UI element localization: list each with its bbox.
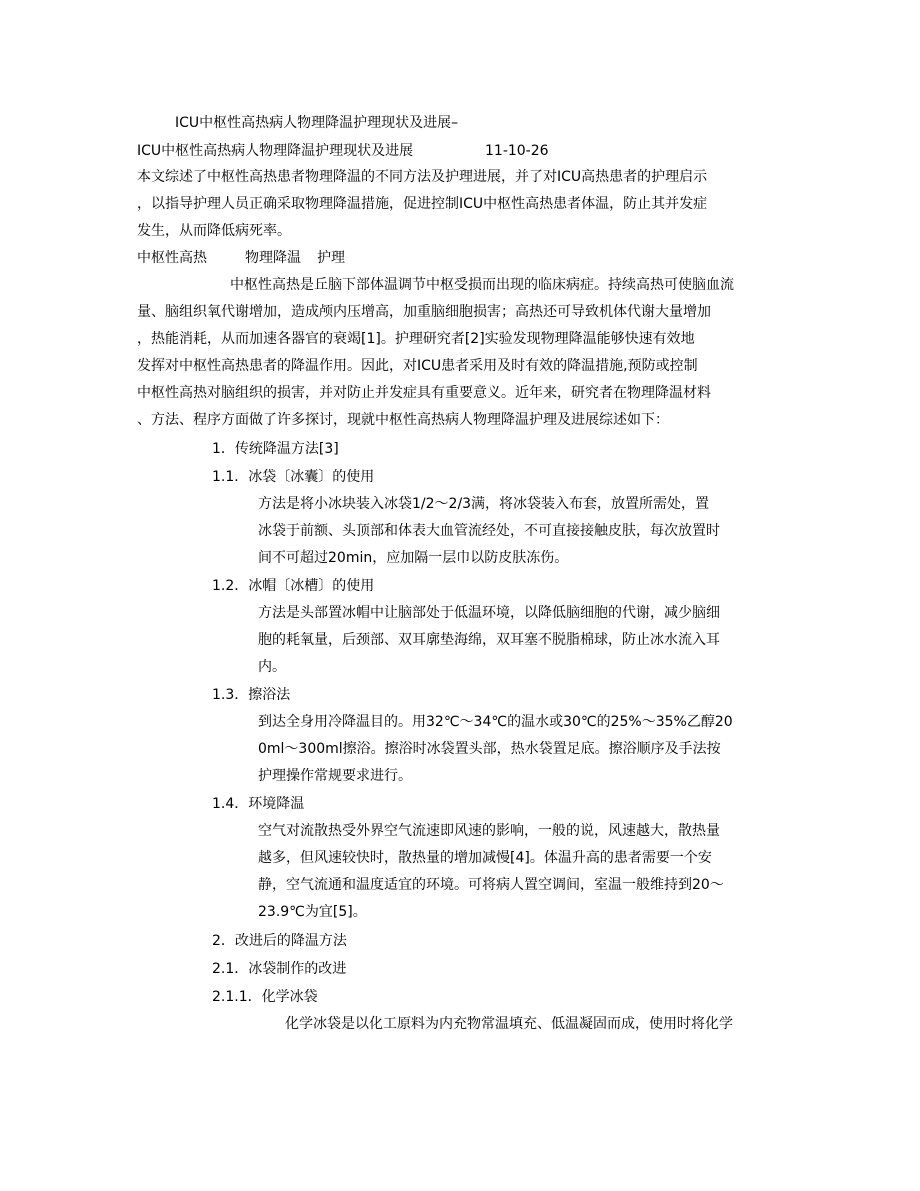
keywords xyxy=(137,248,437,268)
intro-line: ，热能消耗，从而加速各器官的衰竭[1]。护理研究者[2]实验发现物理降温能够快速有效地 xyxy=(137,331,695,347)
section-text-line: 越多，但风速较快时，散热量的增加减慢[4]。体温升高的患者需要一个安 xyxy=(258,850,712,866)
subtitle-text: ICU中枢性高热病人物理降温护理现状及进展 xyxy=(137,143,414,159)
section-text-line: 胞的耗氧量，后颈部、双耳廓垫海绵，双耳塞不脱脂棉球，防止冰水流入耳 xyxy=(258,632,720,648)
section-text-line: 化学冰袋是以化工原料为内充物常温填充、低温凝固而成，使用时将化学 xyxy=(285,1016,733,1032)
section-text-line: 间不可超过20min，应加隔一层巾以防皮肤冻伤。 xyxy=(258,550,569,566)
abstract-line: 本文综述了中枢性高热患者物理降温的不同方法及护理进展，并了对ICU高热患者的护理启示 xyxy=(137,169,708,185)
abstract-line: 发生，从而降低病死率。 xyxy=(137,223,291,239)
section-text-line: 到达全身用冷降温目的。用32℃～34℃的温水或30℃的25%～35%乙醇20 xyxy=(258,714,733,730)
section-text-line: 静，空气流通和温度适宜的环境。可将病人置空调间，室温一般维持到20～ xyxy=(258,877,724,893)
section-text-line: 方法是头部置冰帽中让脑部处于低温环境，以降低脑细胞的代谢，减少脑细 xyxy=(258,605,720,621)
section-heading: 1.4．环境降温 xyxy=(212,796,305,812)
keyword: 中枢性高热 xyxy=(137,250,207,266)
section-text-line: 冰袋于前额、头顶部和体表大血管流经处，不可直接接触皮肤，每次放置时 xyxy=(258,523,720,539)
publish-date: 11-10-26 xyxy=(485,143,549,159)
subtitle xyxy=(137,141,567,161)
section-text-line: 空气对流散热受外界空气流速即风速的影响，一般的说，风速越大，散热量 xyxy=(258,823,720,839)
section-heading: 1.1．冰袋〔冰囊〕的使用 xyxy=(212,469,375,485)
section-text-line: 0ml～300ml擦浴。擦浴时冰袋置头部，热水袋置足底。擦浴顺序及手法按 xyxy=(258,741,721,757)
section-text-line: 护理操作常规要求进行。 xyxy=(258,768,412,784)
section-text-line: 方法是将小冰块装入冰袋1/2～2/3满，将冰袋装入布套，放置所需处，置 xyxy=(258,496,710,512)
intro-line: 发挥对中枢性高热患者的降温作用。因此，对ICU患者采用及时有效的降温措施,预防或控制 xyxy=(137,358,698,374)
keyword: 护理 xyxy=(317,250,345,266)
intro-line: 、方法、程序方面做了许多探讨，现就中枢性高热病人物理降温护理及进展综述如下： xyxy=(137,412,669,428)
section-text-line: 23.9℃为宜[5]。 xyxy=(258,904,367,920)
section-heading: 1.2．冰帽〔冰槽〕的使用 xyxy=(212,578,375,594)
intro-line: 中枢性高热对脑组织的损害，并对防止并发症具有重要意义。近年来，研究者在物理降温材料 xyxy=(137,385,711,401)
section-heading: 2．改进后的降温方法 xyxy=(212,933,347,949)
section-heading: 2.1.1．化学冰袋 xyxy=(212,989,318,1005)
abstract-line: ，以指导护理人员正确采取物理降温措施，促进控制ICU中枢性高热患者体温，防止其并发症 xyxy=(137,196,708,212)
intro-line: 量、脑组织氧代谢增加，造成颅内压增高，加重脑细胞损害；高热还可导致机体代谢大量增加 xyxy=(137,304,711,320)
keyword: 物理降温 xyxy=(245,250,301,266)
section-heading: 1．传统降温方法[3] xyxy=(212,441,339,457)
intro-line: 中枢性高热是丘脑下部体温调节中枢受损而出现的临床病症。持续高热可使脑血流 xyxy=(230,277,734,293)
section-heading: 2.1．冰袋制作的改进 xyxy=(212,961,347,977)
document-title: ICU中枢性高热病人物理降温护理现状及进展– xyxy=(175,115,459,131)
section-text-line: 内。 xyxy=(258,659,286,675)
section-heading: 1.3．擦浴法 xyxy=(212,687,291,703)
